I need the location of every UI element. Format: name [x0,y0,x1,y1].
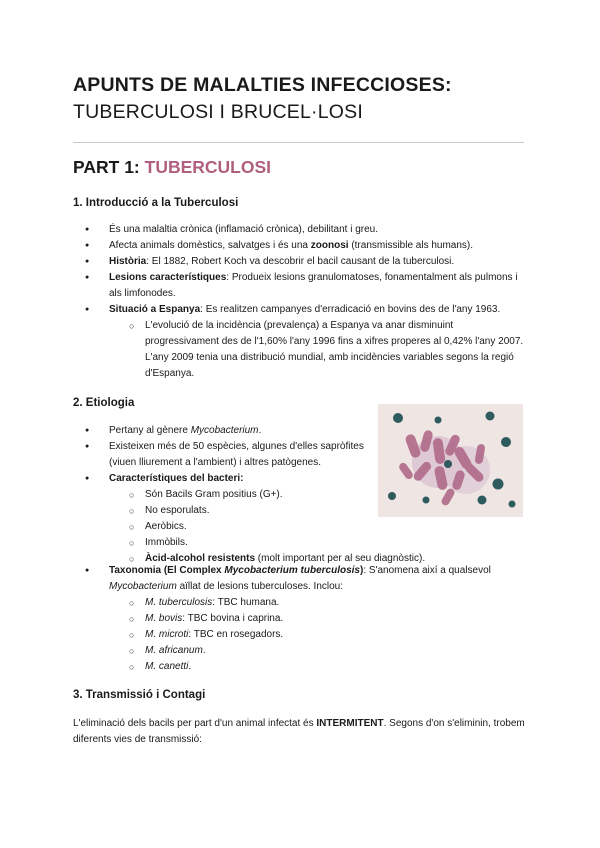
list-item: ○ M. tuberculosis: TBC humana. [145,595,505,611]
section-2-list-b [109,563,509,595]
list-item: ○ M. canetti. [145,659,505,675]
list-item: ● És una malaltia crònica (inflamació crònica), debilitant i greu. [109,222,529,238]
list-item: ○ M. bovis: TBC bovina i caprina. [145,611,505,627]
list-item: ● Afecta animals domèstics, salvatges i és una zoonosi (transmissible als humans). [109,238,529,254]
section-3-title: 3. Transmissió i Contagi [73,689,206,701]
title-divider [73,142,524,143]
list-item: ○ M. microti: TBC en rosegadors. [145,627,505,643]
list-item: ○ M. africanum. [145,643,505,659]
list-item: ● Existeixen més de 50 espècies, algunes d'elles sapròfites (viuen lliurement a l'ambient) i altres patògenes. [109,439,369,471]
list-item: ● Situació a Espanya: Es realitzen campanyes d'erradicació en bovins des de l'any 1963. [109,302,529,318]
part-heading [73,157,271,178]
list-item: ○ Són Bacils Gram positius (G+). [145,487,505,503]
section-2-list-a [109,423,369,487]
list-item: ● Pertany al gènere Mycobacterium. [109,423,369,439]
list-item: ● Taxonomia (El Complex Mycobacterium tuberculosis): S'anomena així a qualsevol Mycobacterium aïllat de lesions tuberculoses. Inclou: [109,563,509,595]
part-prefix: PART 1: [73,157,145,177]
list-item: ○ No esporulats. [145,503,505,519]
list-item: ● Història: El 1882, Robert Koch va descobrir el bacil causant de la tuberculosi. [109,254,529,270]
list-item: ● Característiques del bacteri: [109,471,369,487]
list-item: ○ Immòbils. [145,535,505,551]
micrograph-image [378,404,523,517]
section-2-title: 2. Etiologia [73,397,135,409]
section-1-list [109,222,529,318]
list-item: ○ Àcid-alcohol resistents (molt important per al seu diagnòstic). [145,551,505,567]
list-item: ○ L'evolució de la incidència (prevalença) a Espanya va anar disminuint progressivament des de l'1,60% l'any 1996 fins a xifres properes al 0,42% l'any 2007. L'any 2009 tenia una distribució mundial, amb incidències variables segons la regió d'Espanya. [145,318,525,382]
list-item: ● Lesions característiques: Produeix lesions granulomatoses, fonamentalment als pulmons i als limfonodes. [109,270,529,302]
list-item: ○ Aeròbics. [145,519,505,535]
section-1-title: 1. Introducció a la Tuberculosi [73,197,239,209]
document-title-line1: APUNTS DE MALALTIES INFECCIOSES: [73,74,452,96]
section-1-sublist [145,318,525,382]
part-name: TUBERCULOSI [144,157,272,177]
section-3-paragraph: L'eliminació dels bacils per part d'un animal infectat és INTERMITENT. Segons d'on s'eliminin, trobem diferents vies de transmissió: [73,718,525,745]
micrograph-illustration [378,404,523,517]
document-title-line2: TUBERCULOSI I BRUCEL·LOSI [73,101,363,123]
species-list [145,595,505,675]
